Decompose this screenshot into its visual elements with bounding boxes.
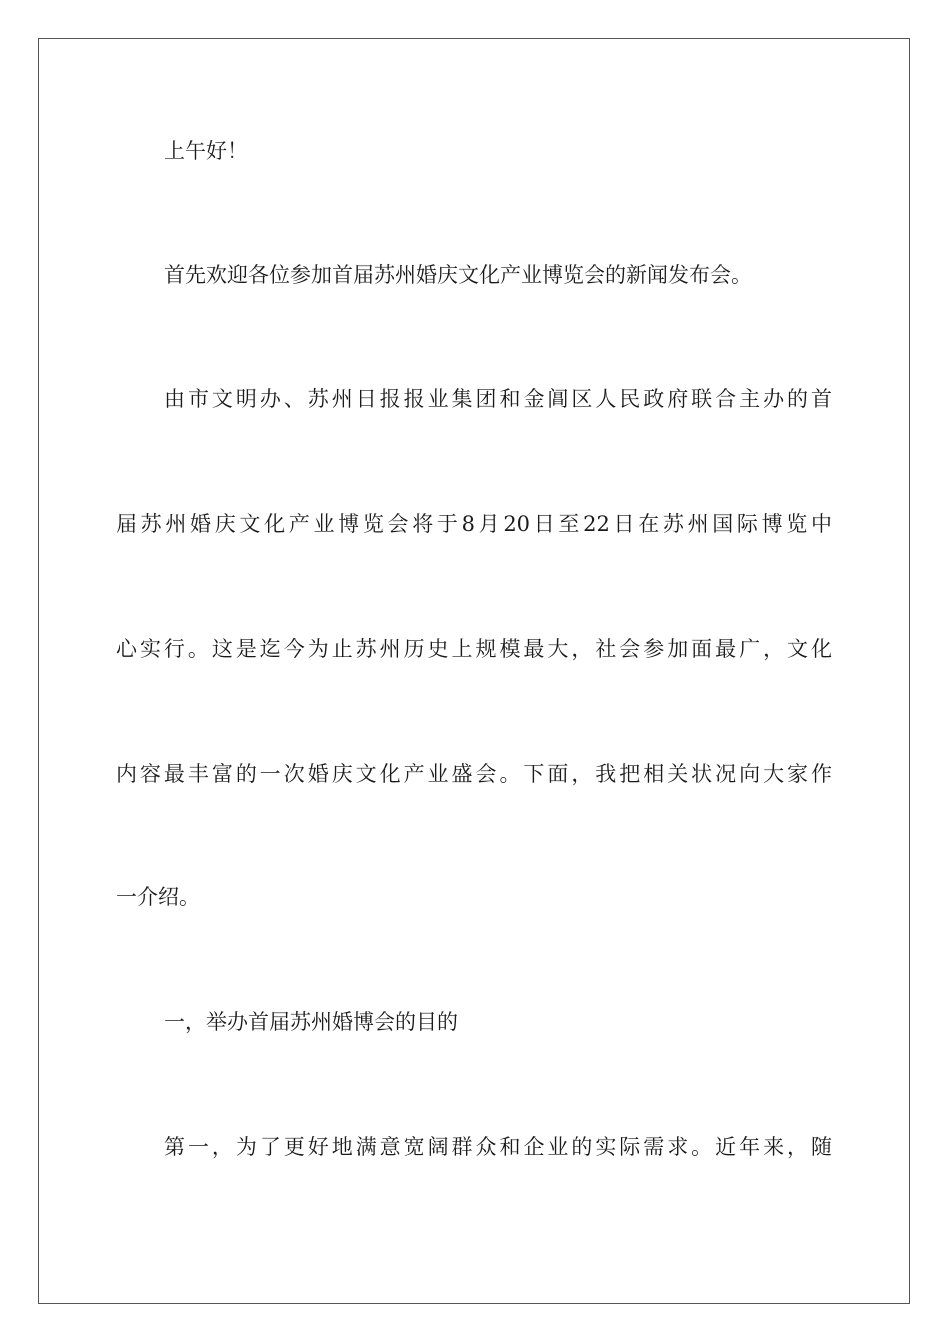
paragraph-line: 心实行。这是迄今为止苏州历史上规模最大，社会参加面最广，文化 <box>116 637 832 661</box>
paragraph-line: 首先欢迎各位参加首届苏州婚庆文化产业博览会的新闻发布会。 <box>164 263 752 287</box>
paragraph-line: 第一，为了更好地满意宽阔群众和企业的实际需求。近年来，随 <box>164 1135 832 1159</box>
page-border <box>38 38 910 1304</box>
paragraph-line: 由市文明办、苏州日报报业集团和金阊区人民政府联合主办的首 <box>164 387 832 411</box>
paragraph-line: 届苏州婚庆文化产业博览会将于8月20日至22日在苏州国际博览中 <box>116 512 832 536</box>
paragraph-line: 内容最丰富的一次婚庆文化产业盛会。下面，我把相关状况向大家作 <box>116 762 832 786</box>
paragraph-line: 一介绍。 <box>116 885 200 909</box>
greeting-line: 上午好！ <box>164 139 248 163</box>
section-heading: 一，举办首届苏州婚博会的目的 <box>164 1010 458 1034</box>
